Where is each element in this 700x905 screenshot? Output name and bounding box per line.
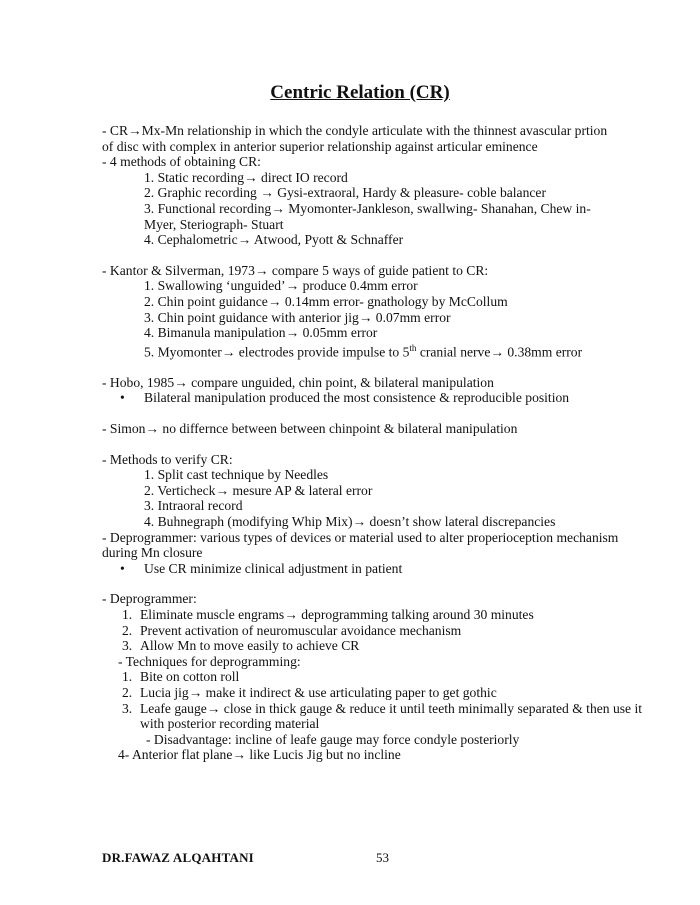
method-item: 4. Cephalometric→ Atwood, Pyott & Schnaffer [144, 232, 404, 248]
bullet-text: Bilateral manipulation produced the most consistence & reproducible position [144, 390, 570, 406]
disadvantage-note: - Disadvantage: incline of leafe gauge may force condyle posteriorly [146, 731, 520, 747]
technique-item [102, 669, 662, 685]
simon-heading: - Simon→ no differnce between between chinpoint & bilateral manipulation [102, 421, 518, 437]
item-text-line-1: Leafe gauge→ close in thick gauge & reduce it until teeth minimally separated & then use it [140, 700, 643, 716]
deprogrammer-definition-line-2: during Mn closure [102, 545, 203, 561]
techniques-heading: - Techniques for deprogramming: [118, 653, 301, 669]
verify-item: 4. Buhnegraph (modifying Whip Mix)→ doesn’t show lateral discrepancies [144, 514, 556, 529]
cr-definition-line-2: of disc with complex in anterior superior relationship against articular eminence [102, 138, 538, 154]
bullet-text: Use CR minimize clinical adjustment in patient [144, 560, 403, 576]
verify-heading: - Methods to verify CR: [102, 451, 233, 467]
item-text: Lucia jig→ make it indirect & use articulating paper to get gothic [140, 684, 497, 700]
item-number: 3. [122, 638, 133, 654]
kantor-item-5-text: 5. Myomonter→ electrodes provide impulse to 5 [144, 344, 410, 360]
document-body [102, 123, 662, 763]
item-text: Bite on cotton roll [140, 669, 240, 685]
kantor-item: 2. Chin point guidance→ 0.14mm error- gnathology by McCollum [144, 293, 508, 309]
kantor-item [102, 341, 662, 360]
bullet-icon: • [120, 560, 125, 576]
item-number: 1. [122, 606, 133, 622]
superscript-th: th [409, 342, 417, 353]
method-item-continued: Myer, Steriograph- Stuart [144, 216, 284, 232]
page-number: 53 [376, 850, 389, 865]
verify-item: 3. Intraoral record [144, 498, 243, 514]
kantor-item: 4. Bimanula manipulation→ 0.05mm error [144, 325, 378, 341]
footer-author: DR.FAWAZ ALQAHTANI [102, 850, 254, 865]
deprogrammer-item [102, 623, 662, 639]
methods-heading: - 4 methods of obtaining CR: [102, 154, 261, 170]
bullet-item [102, 561, 662, 577]
bullet-item [102, 390, 662, 406]
verify-item: 1. Split cast technique by Needles [144, 467, 329, 483]
kantor-item-5-rest: cranial nerve→ 0.38mm error [416, 344, 583, 360]
item-number: 3. [122, 700, 133, 716]
kantor-heading: - Kantor & Silverman, 1973→ compare 5 ways of guide patient to CR: [102, 262, 489, 278]
technique-item: 4- Anterior flat plane→ like Lucis Jig but no incline [118, 747, 401, 763]
deprogrammer-definition-line-1: - Deprogrammer: various types of devices or material used to alter properioception mechanism [102, 529, 619, 545]
hobo-heading: - Hobo, 1985→ compare unguided, chin point, & bilateral manipulation [102, 374, 494, 390]
item-number: 1. [122, 669, 133, 685]
deprogrammer-heading: - Deprogrammer: [102, 591, 197, 607]
method-item: 1. Static recording→ direct IO record [144, 169, 348, 185]
page-title: Centric Relation (CR) [270, 82, 450, 103]
cr-definition-line-1: - CR→Mx-Mn relationship in which the condyle articulate with the thinnest avascular prtion [102, 123, 608, 138]
technique-item [102, 701, 662, 732]
item-text: Prevent activation of neuromuscular avoidance mechanism [140, 622, 462, 638]
item-text: Eliminate muscle engrams→ deprogramming talking around 30 minutes [140, 606, 534, 622]
item-text: Allow Mn to move easily to achieve CR [140, 638, 360, 654]
kantor-item: 3. Chin point guidance with anterior jig→ 0.07mm error [144, 309, 451, 325]
technique-item [102, 685, 662, 701]
item-number: 2. [122, 622, 133, 638]
deprogrammer-item [102, 607, 662, 623]
kantor-item: 1. Swallowing ‘unguided’→ produce 0.4mm error [144, 278, 418, 294]
verify-item: 2. Verticheck→ mesure AP & lateral error [144, 482, 373, 498]
item-number: 2. [122, 684, 133, 700]
bullet-icon: • [120, 390, 125, 406]
item-text [140, 701, 662, 732]
deprogrammer-item [102, 638, 662, 654]
item-text-line-2: with posterior recording material [140, 716, 320, 732]
method-item: 3. Functional recording→ Myomonter-Jankleson, swallwing- Shanahan, Chew in- [144, 200, 591, 216]
method-item: 2. Graphic recording → Gysi-extraoral, Hardy & pleasure- coble balancer [144, 185, 546, 201]
